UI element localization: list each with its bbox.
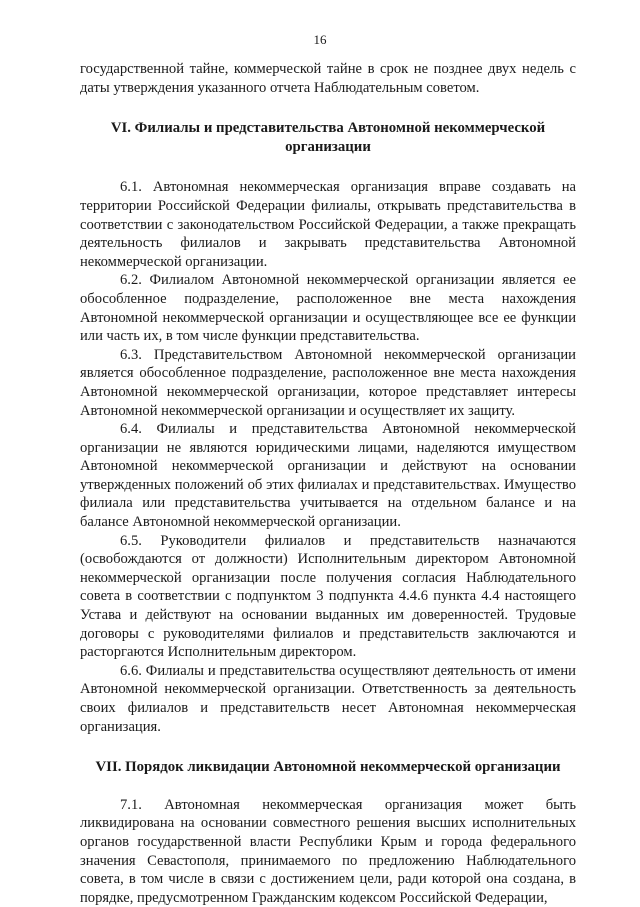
paragraph-6-6: 6.6. Филиалы и представительства осуществляют деятельность от имени Автономной некоммерческой организации. Ответственность за деятельность своих филиалов и представительств несет Автономная некоммерческая организация. [80,662,576,735]
section-6-heading: VI. Филиалы и представительства Автономной некоммерческой организации [110,120,546,155]
paragraph-6-3: 6.3. Представительством Автономной некоммерческой организации является обособленное подразделение, расположенное вне места нахождения Автономной некоммерческой организации, которое представляет интересы Автономной некоммерческой организации и осуществляет их защиту. [80,346,576,419]
paragraph-6-1: 6.1. Автономная некоммерческая организация вправе создавать на территории Российской Федерации филиалы, открывать представительства в соответствии с законодательством Российской Федерации, а также прекращать деятельность филиалов и закрывать представительства Автономной некоммерческой организации. [80,179,576,270]
paragraph-6-4: 6.4. Филиалы и представительства Автономной некоммерческой организации не являются юридическими лицами, наделяются имуществом Автономной некоммерческой организации и действуют на основании утвержденных положений об этих филиалах и представительствах. Имущество филиала или представительства учитывается на отдельном балансе и на балансе Автономной некоммерческой организации. [80,421,576,531]
paragraph-6-5: 6.5. Руководители филиалов и представительств назначаются (освобождаются от должности) Исполнительным директором Автономной некоммерческой организации после получения согласия Наблюдательного совета в соответствии с подпунктом 3 подпункта 4.4.6 пункта 4.4 настоящего Устава и действуют на основании выданных им доверенностей. Трудовые договоры с руководителями филиалов и представительств заключаются и расторгаются Исполнительным директором. [80,532,576,661]
paragraph-7-1: 7.1. Автономная некоммерческая организация может быть ликвидирована на основании совместного решения высших исполнительных органов государственной власти Республики Крым и города федерального значения Севастополя, принимаемого по предложению Наблюдательного совета, в том числе в связи с достижением цели, ради которой она создана, в порядке, предусмотренном Гражданским кодексом Российской Федерации, [80,796,576,906]
document-body [80,60,576,907]
paragraph-6-2: 6.2. Филиалом Автономной некоммерческой организации является ее обособленное подразделение, расположенное вне места нахождения Автономной некоммерческой организации и осуществляющее все ее функции или часть их, в том числе функции представительства. [80,272,576,345]
section-7-heading: VII. Порядок ликвидации Автономной некоммерческой организации [95,759,561,776]
intro-paragraph: государственной тайне, коммерческой тайне в срок не позднее двух недель с даты утверждения указанного отчета Наблюдательным советом. [80,61,576,96]
page-number: 16 [313,32,327,47]
